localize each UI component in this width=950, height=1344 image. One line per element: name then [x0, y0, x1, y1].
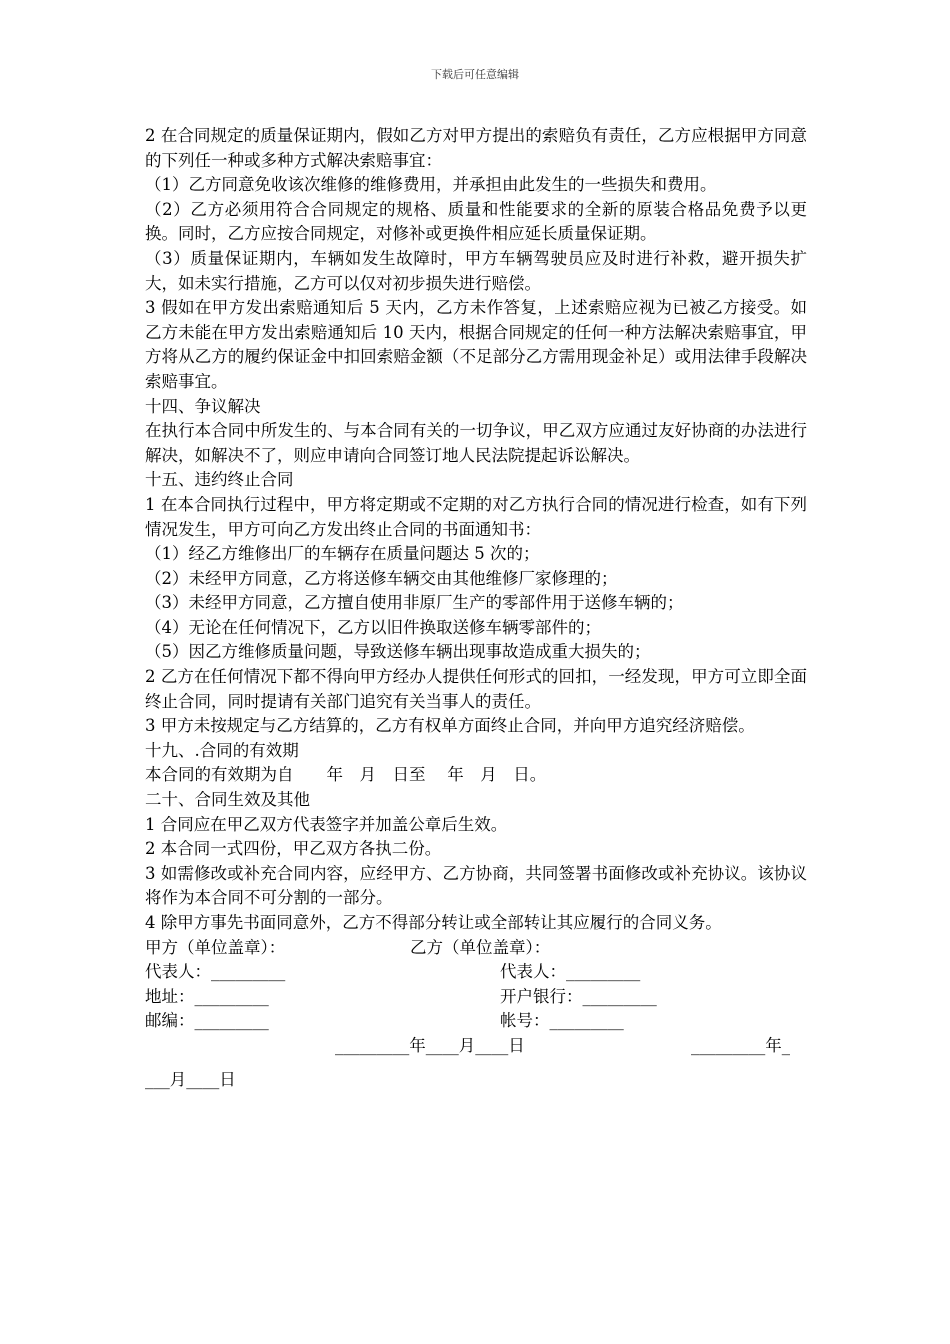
section-heading: 十九、.合同的有效期 — [145, 740, 299, 760]
paragraph: 本合同的有效期为自 年 月 日至 年 月 日。 — [145, 765, 547, 785]
paragraph: （3）质量保证期内，车辆如发生故障时，甲方车辆驾驶员应及时进行补救，避开损失扩大，如未实行措施，乙方可以仅对初步损失进行赔偿。 — [145, 248, 807, 293]
list-item: （3）未经甲方同意，乙方擅自使用非原厂生产的零部件用于送修车辆的； — [145, 593, 684, 613]
paragraph: 3 如需修改或补充合同内容，应经甲方、乙方协商，共同签署书面修改或补充协议。该协议将作为本合同不可分割的一部分。 — [145, 863, 807, 908]
seal-row — [145, 936, 807, 961]
paragraph: 1 在本合同执行过程中，甲方将定期或不定期的对乙方执行合同的情况进行检查，如有下列情况发生，甲方可向乙方发出终止合同的书面通知书： — [145, 494, 807, 539]
contract-body — [145, 124, 807, 1093]
page-header-note: 下载后可任意编辑 — [431, 68, 519, 81]
party-b-date-continuation: ___月____日 — [145, 1069, 236, 1089]
paragraph: 在执行本合同中所发生的、与本合同有关的一切争议，甲乙双方应通过友好协商的办法进行解决，如解决不了，则应申请向合同签订地人民法院提起诉讼解决。 — [145, 421, 807, 465]
party-a-representative-field: 代表人：_________ — [145, 962, 286, 982]
party-a-date-field: _________年____月____日 — [335, 1035, 525, 1055]
party-b-representative-field: 代表人：_________ — [500, 962, 641, 982]
party-b-date-field: _________年_ — [691, 1035, 790, 1055]
address-bank-row — [145, 985, 807, 1010]
paragraph: 3 假如在甲方发出索赔通知后 5 天内，乙方未作答复，上述索赔应视为已被乙方接受。如乙方未能在甲方发出索赔通知后 10 天内，根据合同规定的任何一种方法解决索赔事宜，甲方将从乙方的履约保证金中扣回索赔金额（不足部分乙方需用现金补足）或用法律手段解决索赔事宜。 — [145, 298, 807, 391]
paragraph: 3 甲方未按规定与乙方结算的，乙方有权单方面终止合同，并向甲方追究经济赔偿。 — [145, 716, 755, 736]
date-row — [145, 1034, 807, 1068]
paragraph: 2 乙方在任何情况下都不得向甲方经办人提供任何形式的回扣，一经发现，甲方可立即全面终止合同，同时提请有关部门追究有关当事人的责任。 — [145, 667, 807, 711]
section-heading: 十四、争议解决 — [145, 396, 261, 416]
section-heading: 二十、合同生效及其他 — [145, 790, 310, 810]
representative-row — [145, 960, 807, 985]
postcode-account-row — [145, 1009, 807, 1034]
party-b-seal-label: 乙方（单位盖章）： — [410, 937, 551, 957]
party-a-seal-label: 甲方（单位盖章）： — [145, 937, 286, 957]
party-a-address-field: 地址：_________ — [145, 986, 269, 1006]
section-heading: 十五、违约终止合同 — [145, 470, 294, 490]
paragraph: （2）乙方必须用符合合同规定的规格、质量和性能要求的全新的原装合格品免费予以更换。同时，乙方应按合同规定，对修补或更换件相应延长质量保证期。 — [145, 199, 807, 244]
list-item: （5）因乙方维修质量问题，导致送修车辆出现事故造成重大损失的； — [145, 642, 651, 662]
list-item: （4）无论在任何情况下，乙方以旧件换取送修车辆零部件的； — [145, 617, 601, 637]
list-item: （1）经乙方维修出厂的车辆存在质量问题达 5 次的； — [145, 544, 540, 564]
paragraph: 2 本合同一式四份，甲乙双方各执二份。 — [145, 839, 442, 859]
paragraph: 2 在合同规定的质量保证期内，假如乙方对甲方提出的索赔负有责任，乙方应根据甲方同意的下列任一种或多种方式解决索赔事宜： — [145, 126, 807, 170]
paragraph: （1）乙方同意免收该次维修的维修费用，并承担由此发生的一些损失和费用。 — [145, 175, 717, 195]
party-b-bank-field: 开户银行：_________ — [500, 986, 657, 1006]
list-item: （2）未经甲方同意，乙方将送修车辆交由其他维修厂家修理的； — [145, 568, 618, 588]
paragraph: 4 除甲方事先书面同意外，乙方不得部分转让或全部转让其应履行的合同义务。 — [145, 913, 722, 932]
paragraph: 1 合同应在甲乙双方代表签字并加盖公章后生效。 — [145, 814, 508, 834]
party-b-account-field: 帐号：_________ — [500, 1011, 624, 1031]
party-a-postcode-field: 邮编：_________ — [145, 1011, 269, 1031]
